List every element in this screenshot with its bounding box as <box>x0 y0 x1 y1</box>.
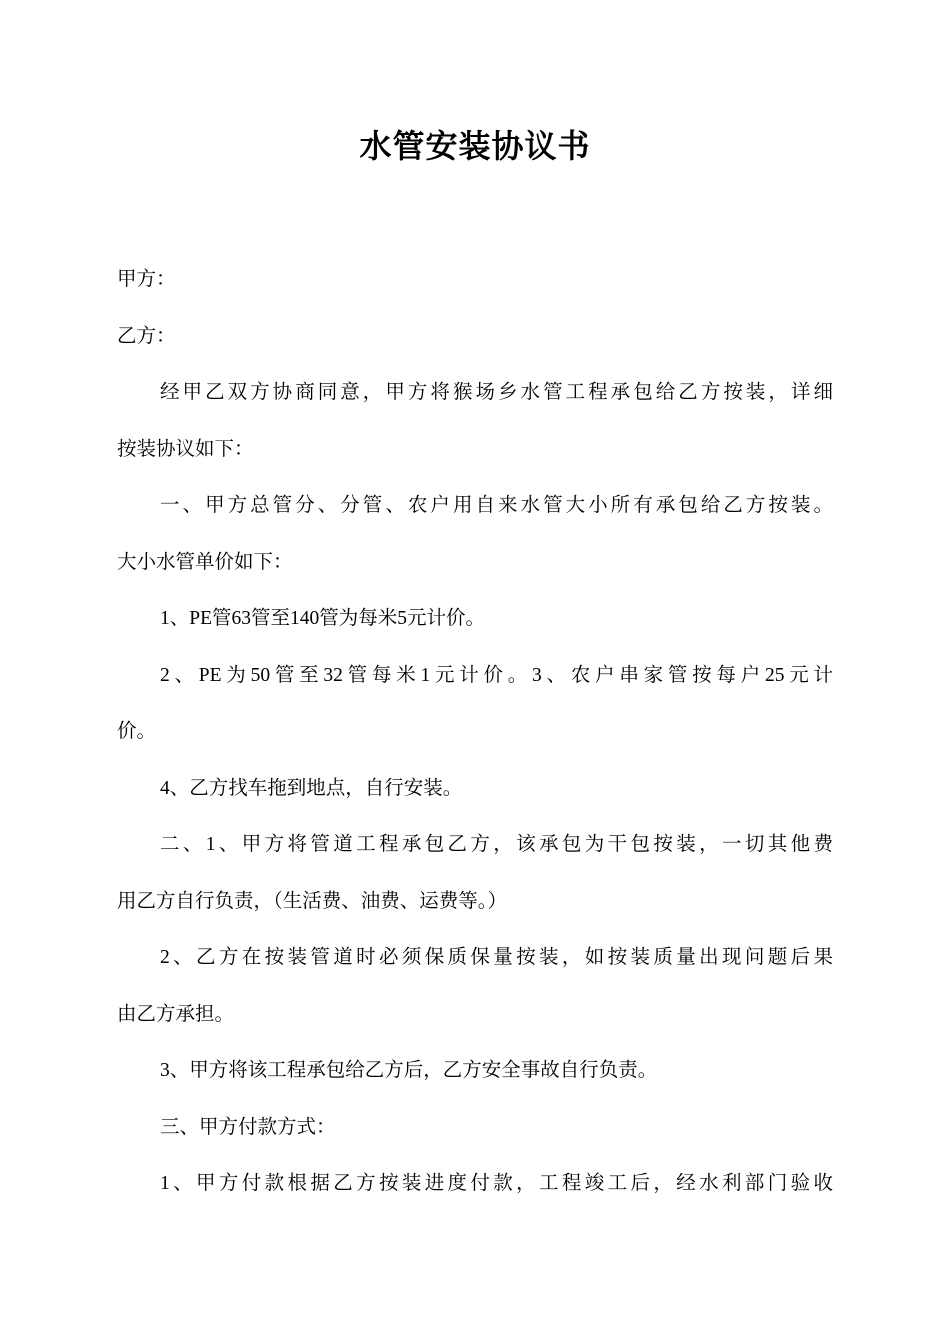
paragraph-line-party-a: 甲方： <box>117 269 176 290</box>
paragraph-line: 按装协议如下： <box>117 438 254 460</box>
paragraph-line-party-b: 乙方： <box>117 325 176 347</box>
paragraph-line: 2、PE为50管至32管每米1元计价。3、农户串家管按每户25元计 <box>160 664 833 686</box>
paragraph-line: 三、甲方付款方式： <box>160 1116 336 1138</box>
paragraph-line: 3、甲方将该工程承包给乙方后，乙方安全事故自行负责。 <box>160 1060 658 1081</box>
paragraph-line: 大小水管单价如下： <box>117 551 293 573</box>
document-title: 水管安装协议书 <box>359 128 591 164</box>
paragraph-line: 用乙方自行负责，（生活费、油费、运费等。） <box>117 890 508 912</box>
paragraph-line: 1、甲方付款根据乙方按装进度付款，工程竣工后，经水利部门验收 <box>160 1173 833 1194</box>
paragraph-line: 经甲乙双方协商同意，甲方将猴场乡水管工程承包给乙方按装，详细 <box>160 382 833 403</box>
paragraph-line: 由乙方承担。 <box>117 1003 235 1025</box>
paragraph-line: 二、1、甲方将管道工程承包乙方，该承包为干包按装，一切其他费 <box>160 834 833 855</box>
document-body <box>117 262 833 1223</box>
paragraph-line: 2、乙方在按装管道时必须保质保量按装，如按装质量出现问题后果 <box>160 947 833 968</box>
paragraph-line: 一、甲方总管分、分管、农户用自来水管大小所有承包给乙方按装。 <box>160 495 833 516</box>
paragraph-line: 4、乙方找车拖到地点，自行安装。 <box>160 777 463 799</box>
paragraph-line: 1、PE管63管至140管为每米5元计价。 <box>160 608 486 629</box>
paragraph-line: 价。 <box>117 721 157 742</box>
